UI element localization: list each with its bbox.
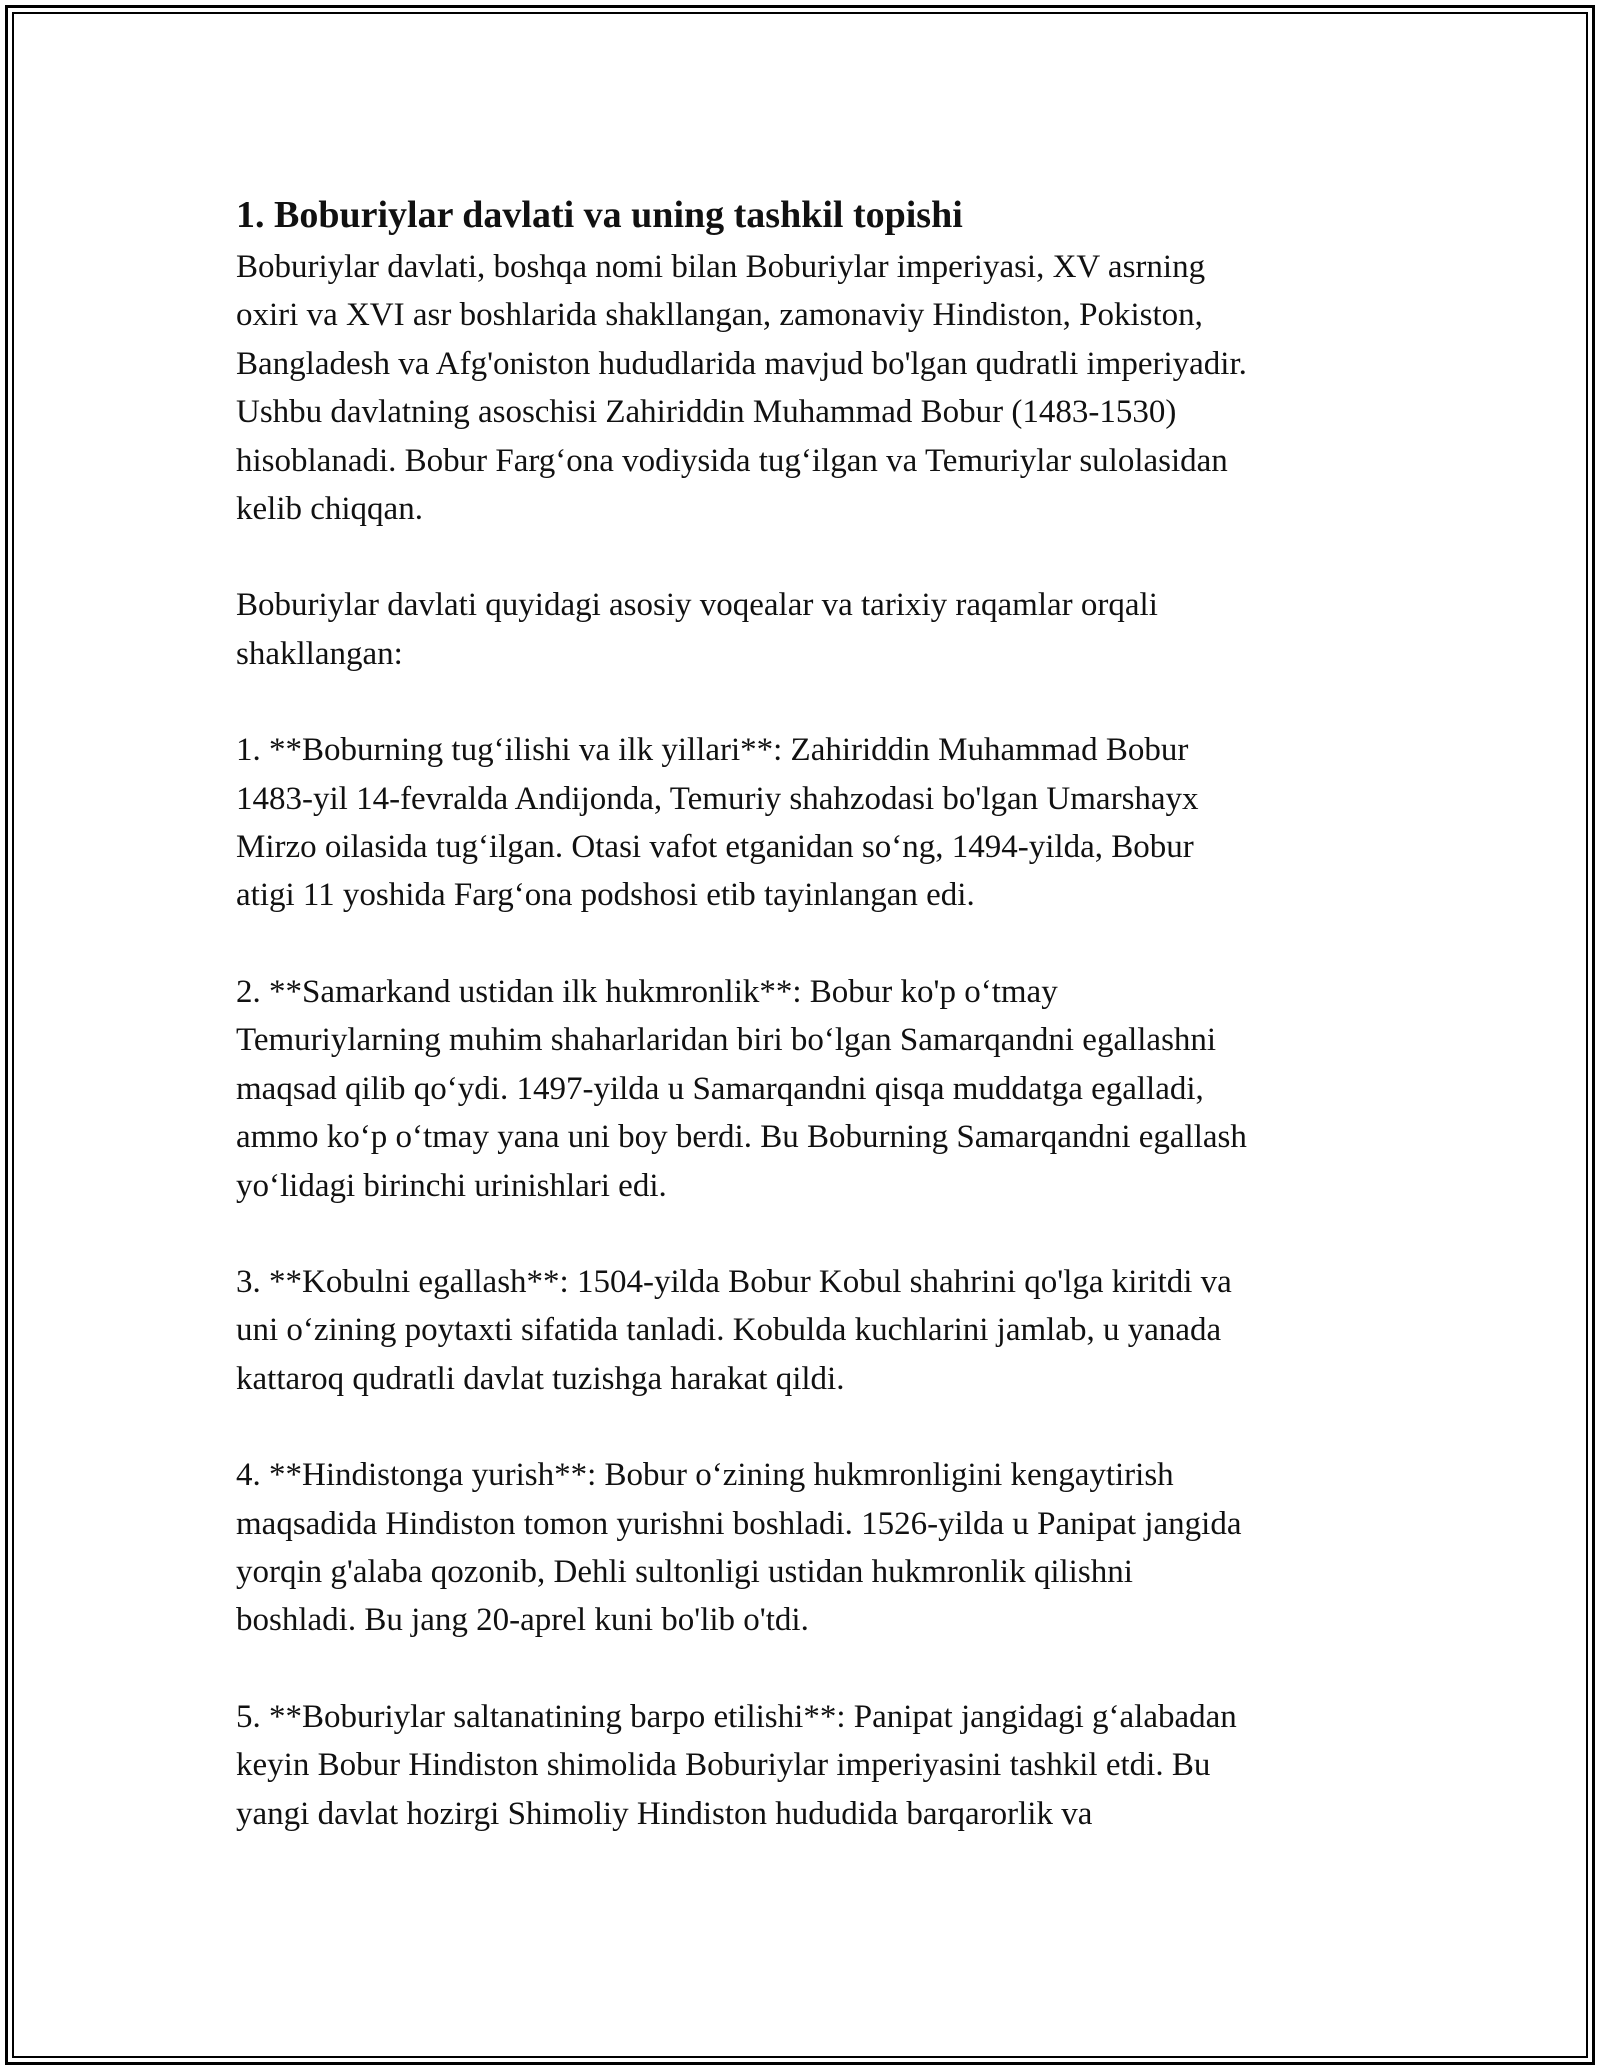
paragraph-line: yorqin g'alaba qozonib, Dehli sultonligi ustidan hukmronlik qilishni [236, 1553, 1133, 1590]
paragraph [236, 1693, 1386, 1838]
paragraph-line: boshladi. Bu jang 20-aprel kuni bo'lib o'tdi. [236, 1602, 809, 1639]
paragraph-line: Temuriylarning muhim shaharlaridan biri bo‘lgan Samarqandni egallashni [236, 1022, 1217, 1059]
paragraph-line: Boburiylar davlati, boshqa nomi bilan Boburiylar imperiyasi, XV asrning [236, 249, 1206, 285]
paragraph-line: maqsad qilib qo‘ydi. 1497-yilda u Samarqandni qisqa muddatga egalladi, [236, 1070, 1204, 1107]
paragraph-line: ammo ko‘p o‘tmay yana uni boy berdi. Bu Boburning Samarqandni egallash [236, 1119, 1247, 1156]
paragraph-line: keyin Bobur Hindiston shimolida Boburiylar imperiyasini tashkil etdi. Bu [236, 1747, 1211, 1784]
document-title: 1. Boburiylar davlati va uning tashkil topishi [236, 194, 963, 236]
paragraph-line: atigi 11 yoshida Farg‘ona podshosi etib tayinlangan edi. [236, 877, 975, 914]
paragraph-line: shakllangan: [236, 635, 403, 672]
paragraph-line: hisoblanadi. Bobur Farg‘ona vodiysida tug‘ilgan va Temuriylar sulolasidan [236, 442, 1228, 479]
paragraph-line: uni o‘zining poytaxti sifatida tanladi. Kobulda kuchlarini jamlab, u yanada [236, 1312, 1222, 1349]
paragraph [236, 968, 1386, 1210]
paragraph-line: 1. **Boburning tug‘ilishi va ilk yillari**: Zahiriddin Muhammad Bobur [236, 732, 1189, 769]
paragraph-line: maqsadida Hindiston tomon yurishni boshladi. 1526-yilda u Panipat jangida [236, 1505, 1242, 1542]
paragraph-line: oxiri va XVI asr boshlarida shakllangan, zamonaviy Hindiston, Pokiston, [236, 297, 1203, 334]
paragraph-line: 3. **Kobulni egallash**: 1504-yilda Bobur Kobul shahrini qo'lga kiritdi va [236, 1263, 1232, 1300]
paragraph [236, 1258, 1386, 1403]
paragraph-line: yangi davlat hozirgi Shimoliy Hindiston hududida barqarorlik va [236, 1795, 1093, 1832]
paragraph-line: yo‘lidagi birinchi urinishlari edi. [236, 1167, 667, 1204]
paragraph-line: 2. **Samarkand ustidan ilk hukmronlik**: Bobur ko'p o‘tmay [236, 973, 1058, 1010]
paragraph [236, 581, 1386, 678]
paragraph-line: Boburiylar davlati quyidagi asosiy voqealar va tarixiy raqamlar orqali [236, 587, 1158, 624]
paragraph-line: kelib chiqqan. [236, 491, 423, 528]
document-body [236, 187, 1386, 1838]
paragraph-line: 5. **Boburiylar saltanatining barpo etilishi**: Panipat jangidagi g‘alabadan [236, 1698, 1237, 1735]
paragraph-line: kattaroq qudratli davlat tuzishga harakat qildi. [236, 1360, 845, 1397]
paragraph-line: Mirzo oilasida tug‘ilgan. Otasi vafot etganidan so‘ng, 1494-yilda, Bobur [236, 829, 1194, 866]
paragraph [236, 1451, 1386, 1645]
paragraph [236, 243, 1386, 533]
paragraph-line: 1483-yil 14-fevralda Andijonda, Temuriy shahzodasi bo'lgan Umarshayx [236, 780, 1199, 817]
paragraph-line: 4. **Hindistonga yurish**: Bobur o‘zining hukmronligini kengaytirish [236, 1457, 1174, 1494]
paragraph [236, 726, 1386, 920]
paragraph-list [236, 243, 1386, 1838]
paragraph-line: Ushbu davlatning asoschisi Zahiriddin Muhammad Bobur (1483-1530) [236, 394, 1177, 431]
paragraph-line: Bangladesh va Afg'oniston hududlarida mavjud bo'lgan qudratli imperiyadir. [236, 345, 1247, 382]
